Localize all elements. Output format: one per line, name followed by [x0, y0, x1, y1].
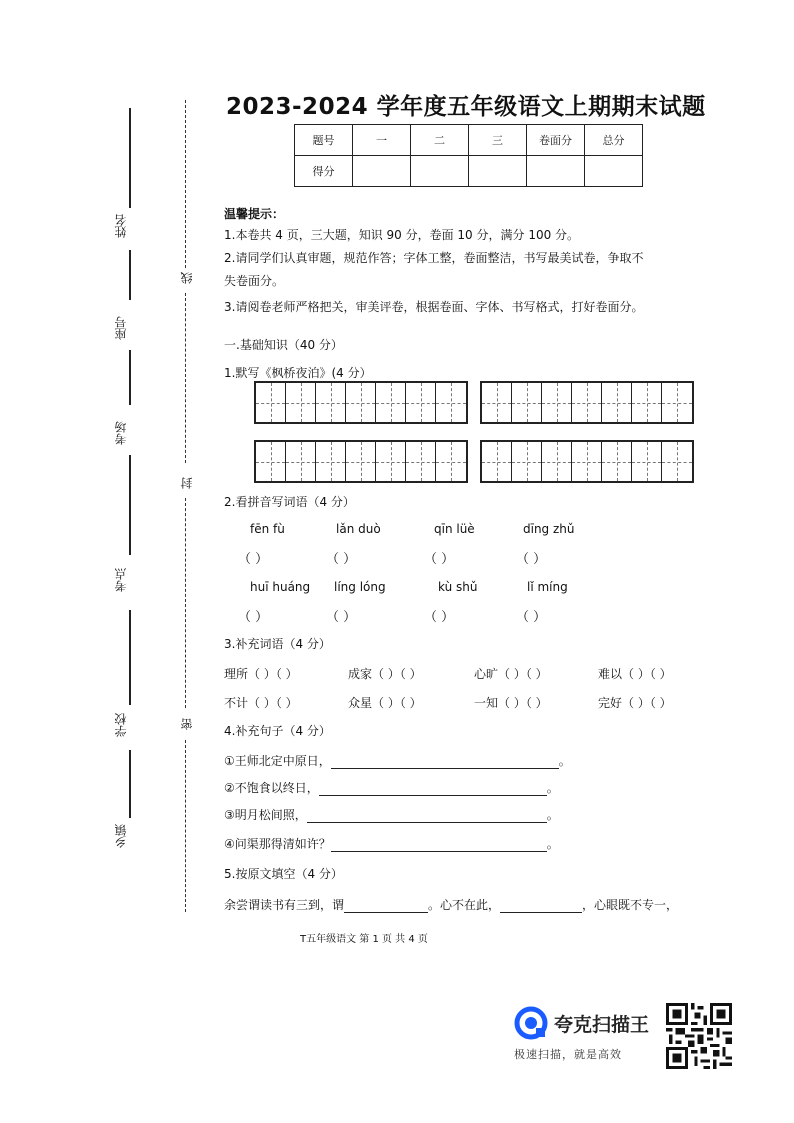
answer-paren[interactable]: （ ） — [326, 610, 357, 625]
school-line — [129, 610, 131, 705]
page-title: 2023-2024 学年度五年级语文上期期末试题 — [226, 94, 706, 120]
site-line — [129, 455, 131, 555]
fill-text-c: ，心眼既不专一， — [582, 898, 679, 912]
question-2-heading: 2.看拼音写词语（4 分） — [224, 495, 355, 509]
answer-blank[interactable] — [344, 912, 428, 913]
pinyin-item: dīng zhǔ — [523, 522, 575, 536]
score-table-header-row — [295, 125, 643, 156]
score-cell[interactable] — [585, 156, 643, 187]
seal-dash-line-3 — [185, 498, 186, 708]
answer-paren[interactable]: （ ） — [516, 610, 547, 625]
pinyin-item: líng lóng — [334, 580, 386, 594]
sentence-item-3 — [224, 806, 559, 823]
answer-paren[interactable]: （ ） — [424, 552, 455, 567]
page-footer: T五年级语文 第 1 页 共 4 页 — [300, 934, 428, 945]
score-cell[interactable] — [353, 156, 411, 187]
side-label-site: 考点 — [114, 568, 128, 592]
sentence-prompt: ②不饱食以终日， — [224, 781, 319, 795]
fill-text-b: 。心不在此， — [428, 898, 501, 912]
answer-blank[interactable] — [500, 912, 582, 913]
tips-line-3: 3.请阅卷老师严格把关，审美评卷，根据卷面、字体、书写格式，打好卷面分。 — [224, 300, 644, 314]
tips-line-1: 1.本卷共 4 页，三大题，知识 90 分，卷面 10 分，满分 100 分。 — [224, 228, 580, 242]
tips-line-2a: 2.请同学们认真审题，规范作答；字体工整，卷面整洁，书写最美试卷，争取不 — [224, 251, 644, 265]
score-header-cell: 一 — [353, 125, 411, 156]
seal-dash-line-4 — [185, 740, 186, 912]
sentence-period: 。 — [546, 808, 559, 822]
pinyin-item: huī huáng — [250, 580, 311, 594]
sentence-period: 。 — [546, 837, 559, 851]
seal-dash-line-2 — [185, 293, 186, 463]
score-cell[interactable] — [469, 156, 527, 187]
answer-blank[interactable] — [331, 768, 559, 769]
question-3-heading: 3.补充词语（4 分） — [224, 637, 331, 651]
answer-paren[interactable]: （ ） — [516, 552, 547, 567]
section-1-heading: 一.基础知识（40 分） — [224, 338, 343, 352]
sentence-prompt: ①王师北定中原日， — [224, 754, 331, 768]
writing-grid-4[interactable] — [480, 440, 694, 483]
pinyin-item: lǐ míng — [527, 580, 568, 594]
side-label-school: 学校 — [114, 713, 128, 737]
sentence-prompt: ④问渠那得清如许？ — [224, 837, 331, 851]
scanner-logo — [514, 1006, 649, 1062]
score-row-label: 得分 — [295, 156, 353, 187]
seal-label-secret: 密 — [180, 718, 194, 730]
room-line — [129, 350, 131, 405]
town-line — [129, 750, 131, 818]
score-cell[interactable] — [527, 156, 585, 187]
side-label-seat: 座号 — [114, 316, 128, 340]
score-header-cell: 二 — [411, 125, 469, 156]
writing-grid-2[interactable] — [480, 381, 694, 424]
answer-paren[interactable]: （ ） — [238, 552, 269, 567]
answer-paren[interactable]: （ ） — [326, 552, 357, 567]
sentence-period: 。 — [546, 781, 559, 795]
scanner-logo-name: 夸克扫描王 — [554, 1013, 650, 1036]
score-header-cell: 三 — [469, 125, 527, 156]
idiom-item[interactable]: 一知（ ）（ ） — [474, 696, 548, 710]
idiom-item[interactable]: 不计（ ）（ ） — [224, 696, 298, 710]
sentence-period: 。 — [558, 754, 571, 768]
answer-paren[interactable]: （ ） — [238, 610, 269, 625]
pinyin-item: fēn fù — [250, 522, 285, 536]
idiom-item[interactable]: 理所（ ）（ ） — [224, 667, 298, 681]
side-label-town: 乡镇 — [114, 824, 128, 848]
idiom-item[interactable]: 成家（ ）（ ） — [348, 667, 422, 681]
seat-line — [129, 250, 131, 300]
score-table — [294, 124, 643, 187]
question-5-heading: 5.按原文填空（4 分） — [224, 867, 343, 881]
pinyin-item: kù shǔ — [438, 580, 478, 594]
answer-blank[interactable] — [331, 851, 547, 852]
score-header-cell: 总分 — [585, 125, 643, 156]
fill-in-line — [224, 896, 678, 913]
score-header-cell: 题号 — [295, 125, 353, 156]
idiom-item[interactable]: 众星（ ）（ ） — [348, 696, 422, 710]
answer-blank[interactable] — [307, 822, 547, 823]
qr-code-icon — [666, 1003, 732, 1069]
score-cell[interactable] — [411, 156, 469, 187]
pinyin-item: lǎn duò — [336, 522, 381, 536]
sentence-prompt: ③明月松间照， — [224, 808, 307, 822]
seal-dash-line-1 — [185, 100, 186, 268]
score-header-cell: 卷面分 — [527, 125, 585, 156]
writing-grid-1[interactable] — [254, 381, 468, 424]
question-1-heading: 1.默写《枫桥夜泊》(4 分） — [224, 366, 372, 380]
writing-grid-3[interactable] — [254, 440, 468, 483]
side-label-name: 姓名 — [114, 214, 128, 238]
question-4-heading: 4.补充句子（4 分） — [224, 724, 331, 738]
seal-label-seal: 封 — [180, 477, 194, 489]
pinyin-item: qīn lüè — [434, 522, 475, 536]
seal-label-line: 线 — [180, 272, 194, 284]
idiom-item[interactable]: 心旷（ ）（ ） — [474, 667, 548, 681]
side-label-room: 考场 — [114, 421, 128, 445]
idiom-item[interactable]: 难以（ ）（ ） — [598, 667, 672, 681]
idiom-item[interactable]: 完好（ ）（ ） — [598, 696, 672, 710]
fill-text-a: 余尝谓读书有三到，谓 — [224, 898, 345, 912]
score-table-score-row — [295, 156, 643, 187]
name-line — [129, 108, 131, 208]
sentence-item-4 — [224, 835, 559, 852]
answer-blank[interactable] — [319, 795, 547, 796]
sentence-item-2 — [224, 779, 559, 796]
tips-line-2b: 失卷面分。 — [224, 274, 285, 288]
answer-paren[interactable]: （ ） — [424, 610, 455, 625]
quark-logo-icon — [514, 1006, 548, 1040]
tips-heading: 温馨提示： — [224, 207, 285, 221]
scanner-logo-slogan: 极速扫描，就是高效 — [514, 1048, 622, 1061]
sentence-item-1 — [224, 752, 571, 769]
